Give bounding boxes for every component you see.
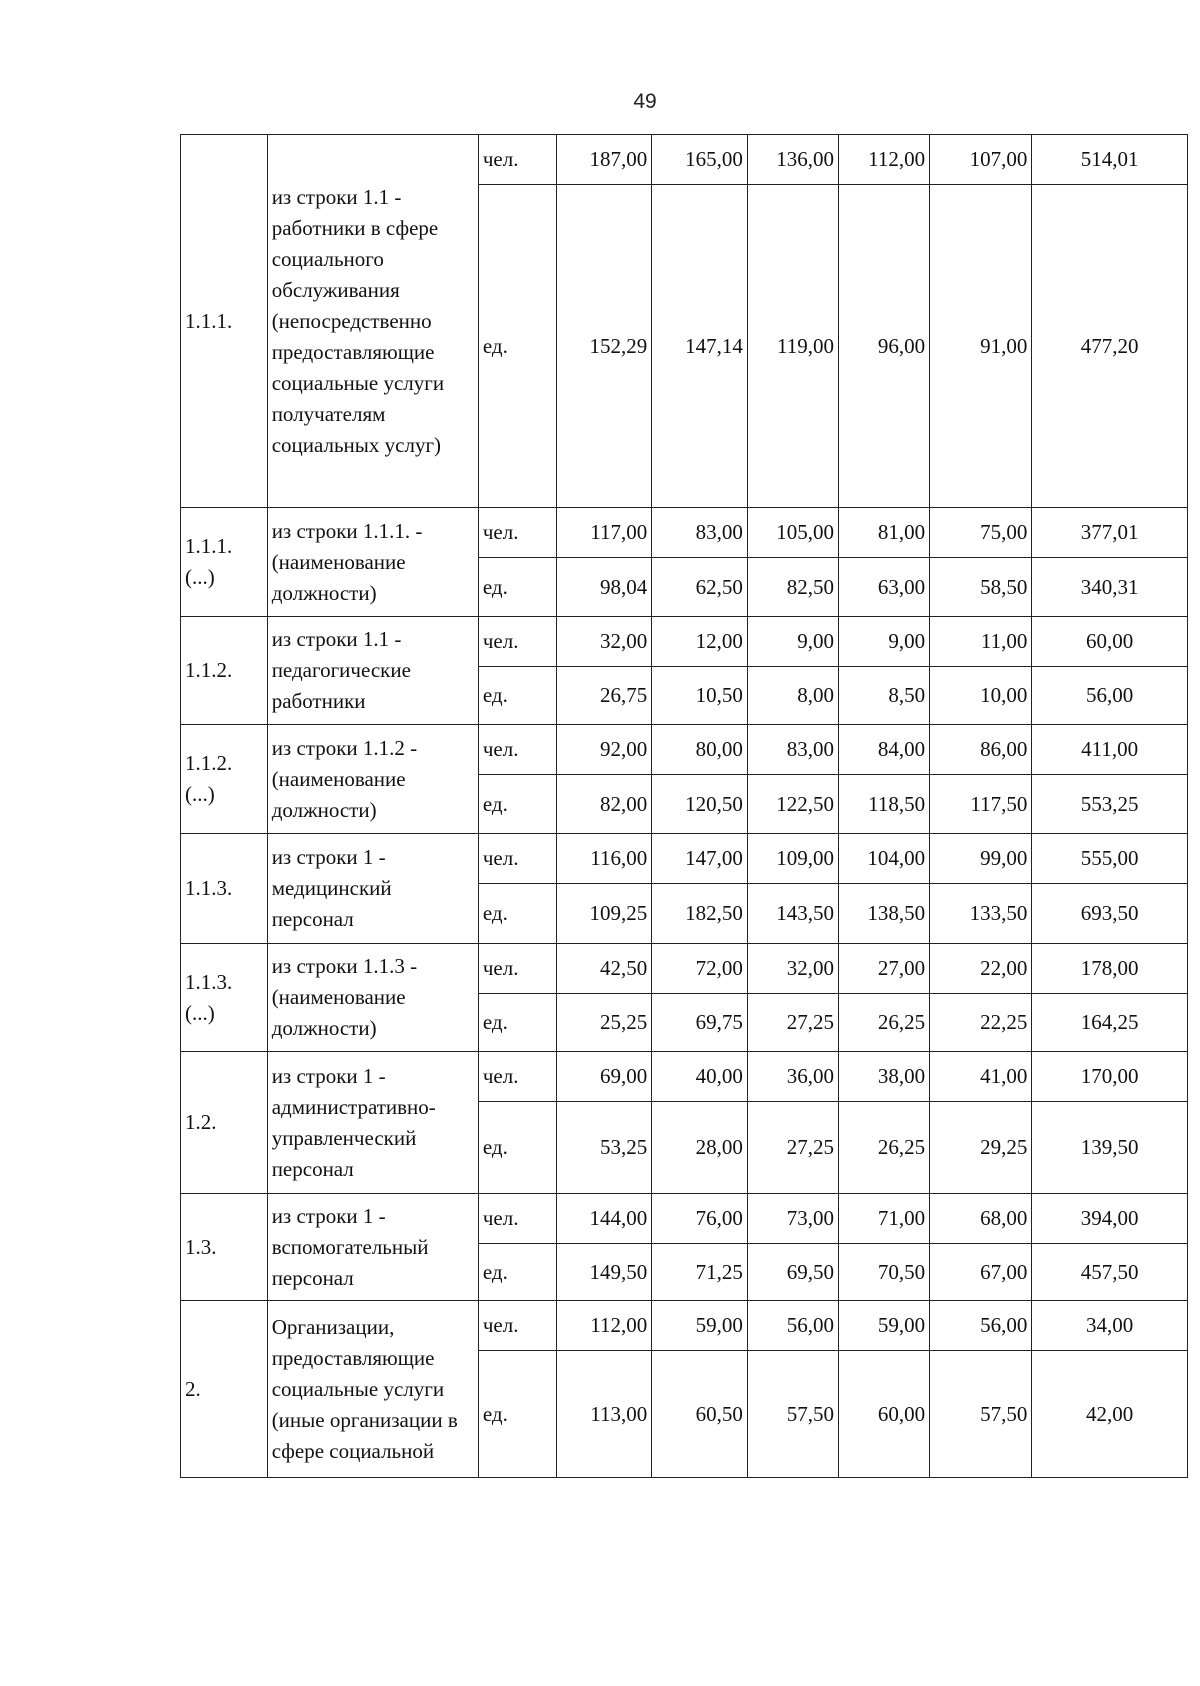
value-cell-total: 477,20 xyxy=(1032,185,1188,508)
value-cell: 69,75 xyxy=(652,994,748,1052)
row-label: из строки 1.1 - работники в сфере социального обслуживания (непосредственно предоставляющие социальные услуги получателям социальных услуг) xyxy=(267,135,478,508)
row-number: 1.1.1. (...) xyxy=(181,508,268,617)
value-cell: 69,50 xyxy=(747,1244,838,1301)
value-cell: 58,50 xyxy=(930,558,1032,617)
value-cell: 109,25 xyxy=(556,884,652,944)
value-cell-total: 34,00 xyxy=(1032,1301,1188,1351)
value-cell: 117,50 xyxy=(930,775,1032,834)
value-cell-total: 553,25 xyxy=(1032,775,1188,834)
value-cell: 40,00 xyxy=(652,1052,748,1102)
unit-persons: чел. xyxy=(478,834,556,884)
value-cell: 27,25 xyxy=(747,994,838,1052)
value-cell: 82,00 xyxy=(556,775,652,834)
value-cell: 82,50 xyxy=(747,558,838,617)
unit-persons: чел. xyxy=(478,617,556,667)
row-label: из строки 1.1.2 - (наименование должности) xyxy=(267,725,478,834)
value-cell-total: 514,01 xyxy=(1032,135,1188,185)
value-cell: 62,50 xyxy=(652,558,748,617)
unit-units: ед. xyxy=(478,1102,556,1194)
value-cell: 147,14 xyxy=(652,185,748,508)
value-cell: 22,00 xyxy=(930,944,1032,994)
row-label: из строки 1.1.1. - (наименование должности) xyxy=(267,508,478,617)
unit-units: ед. xyxy=(478,185,556,508)
value-cell: 10,00 xyxy=(930,667,1032,725)
value-cell: 96,00 xyxy=(838,185,929,508)
unit-units: ед. xyxy=(478,775,556,834)
table-row xyxy=(181,508,1188,558)
value-cell: 69,00 xyxy=(556,1052,652,1102)
table-row xyxy=(181,1194,1188,1244)
table-row xyxy=(181,617,1188,667)
row-number: 1.3. xyxy=(181,1194,268,1301)
value-cell: 26,25 xyxy=(838,1102,929,1194)
row-label: из строки 1 - медицинский персонал xyxy=(267,834,478,944)
value-cell: 32,00 xyxy=(747,944,838,994)
value-cell-total: 164,25 xyxy=(1032,994,1188,1052)
value-cell: 136,00 xyxy=(747,135,838,185)
value-cell: 80,00 xyxy=(652,725,748,775)
value-cell: 92,00 xyxy=(556,725,652,775)
value-cell: 182,50 xyxy=(652,884,748,944)
value-cell: 32,00 xyxy=(556,617,652,667)
value-cell-total: 42,00 xyxy=(1032,1351,1188,1478)
table-body xyxy=(181,135,1188,1478)
value-cell: 57,50 xyxy=(930,1351,1032,1478)
row-number: 1.1.3. (...) xyxy=(181,944,268,1052)
table-row xyxy=(181,1052,1188,1102)
value-cell: 83,00 xyxy=(747,725,838,775)
value-cell: 10,50 xyxy=(652,667,748,725)
value-cell: 109,00 xyxy=(747,834,838,884)
table-row xyxy=(181,834,1188,884)
value-cell: 56,00 xyxy=(747,1301,838,1351)
value-cell: 81,00 xyxy=(838,508,929,558)
table-row xyxy=(181,135,1188,185)
value-cell: 98,04 xyxy=(556,558,652,617)
value-cell-total: 411,00 xyxy=(1032,725,1188,775)
value-cell: 8,00 xyxy=(747,667,838,725)
unit-persons: чел. xyxy=(478,944,556,994)
value-cell: 70,50 xyxy=(838,1244,929,1301)
value-cell: 72,00 xyxy=(652,944,748,994)
value-cell: 86,00 xyxy=(930,725,1032,775)
value-cell: 11,00 xyxy=(930,617,1032,667)
value-cell-total: 394,00 xyxy=(1032,1194,1188,1244)
unit-persons: чел. xyxy=(478,1052,556,1102)
row-label: из строки 1.1.3 - (наименование должности) xyxy=(267,944,478,1052)
value-cell: 27,00 xyxy=(838,944,929,994)
value-cell: 27,25 xyxy=(747,1102,838,1194)
value-cell: 22,25 xyxy=(930,994,1032,1052)
value-cell-total: 170,00 xyxy=(1032,1052,1188,1102)
value-cell: 83,00 xyxy=(652,508,748,558)
value-cell-total: 377,01 xyxy=(1032,508,1188,558)
row-number: 1.1.2. xyxy=(181,617,268,725)
value-cell: 67,00 xyxy=(930,1244,1032,1301)
value-cell: 119,00 xyxy=(747,185,838,508)
value-cell: 28,00 xyxy=(652,1102,748,1194)
value-cell: 25,25 xyxy=(556,994,652,1052)
value-cell: 165,00 xyxy=(652,135,748,185)
unit-units: ед. xyxy=(478,994,556,1052)
row-label: Организации, предоставляющие социальные услуги (иные организации в сфере социальной xyxy=(267,1301,478,1478)
table-row xyxy=(181,725,1188,775)
value-cell: 187,00 xyxy=(556,135,652,185)
page-number: 49 xyxy=(633,90,657,113)
row-label: из строки 1 - вспомогательный персонал xyxy=(267,1194,478,1301)
unit-persons: чел. xyxy=(478,1301,556,1351)
value-cell-total: 139,50 xyxy=(1032,1102,1188,1194)
value-cell: 112,00 xyxy=(556,1301,652,1351)
value-cell: 133,50 xyxy=(930,884,1032,944)
unit-persons: чел. xyxy=(478,135,556,185)
value-cell-total: 693,50 xyxy=(1032,884,1188,944)
unit-units: ед. xyxy=(478,667,556,725)
value-cell: 60,50 xyxy=(652,1351,748,1478)
row-number: 2. xyxy=(181,1301,268,1478)
value-cell: 59,00 xyxy=(652,1301,748,1351)
value-cell: 113,00 xyxy=(556,1351,652,1478)
value-cell: 91,00 xyxy=(930,185,1032,508)
value-cell: 8,50 xyxy=(838,667,929,725)
value-cell: 38,00 xyxy=(838,1052,929,1102)
table-row xyxy=(181,1301,1188,1351)
value-cell-total: 178,00 xyxy=(1032,944,1188,994)
row-label: из строки 1 - административно-управленческий персонал xyxy=(267,1052,478,1194)
value-cell: 117,00 xyxy=(556,508,652,558)
row-number: 1.2. xyxy=(181,1052,268,1194)
value-cell: 84,00 xyxy=(838,725,929,775)
value-cell: 29,25 xyxy=(930,1102,1032,1194)
value-cell: 144,00 xyxy=(556,1194,652,1244)
value-cell: 120,50 xyxy=(652,775,748,834)
unit-units: ед. xyxy=(478,558,556,617)
value-cell: 138,50 xyxy=(838,884,929,944)
value-cell: 63,00 xyxy=(838,558,929,617)
unit-persons: чел. xyxy=(478,725,556,775)
row-number: 1.1.1. xyxy=(181,135,268,508)
value-cell: 149,50 xyxy=(556,1244,652,1301)
value-cell: 12,00 xyxy=(652,617,748,667)
value-cell-total: 457,50 xyxy=(1032,1244,1188,1301)
value-cell: 71,00 xyxy=(838,1194,929,1244)
value-cell: 99,00 xyxy=(930,834,1032,884)
value-cell: 118,50 xyxy=(838,775,929,834)
row-number: 1.1.3. xyxy=(181,834,268,944)
value-cell: 107,00 xyxy=(930,135,1032,185)
value-cell: 41,00 xyxy=(930,1052,1032,1102)
value-cell: 122,50 xyxy=(747,775,838,834)
value-cell: 68,00 xyxy=(930,1194,1032,1244)
value-cell: 73,00 xyxy=(747,1194,838,1244)
unit-units: ед. xyxy=(478,1351,556,1478)
value-cell: 59,00 xyxy=(838,1301,929,1351)
row-label: из строки 1.1 - педагогические работники xyxy=(267,617,478,725)
unit-persons: чел. xyxy=(478,1194,556,1244)
value-cell: 60,00 xyxy=(838,1351,929,1478)
value-cell: 9,00 xyxy=(838,617,929,667)
staffing-table xyxy=(180,134,1188,1478)
value-cell: 75,00 xyxy=(930,508,1032,558)
value-cell-total: 60,00 xyxy=(1032,617,1188,667)
table-row xyxy=(181,944,1188,994)
value-cell: 143,50 xyxy=(747,884,838,944)
value-cell: 26,25 xyxy=(838,994,929,1052)
value-cell: 9,00 xyxy=(747,617,838,667)
value-cell: 152,29 xyxy=(556,185,652,508)
value-cell-total: 555,00 xyxy=(1032,834,1188,884)
value-cell: 104,00 xyxy=(838,834,929,884)
row-number: 1.1.2. (...) xyxy=(181,725,268,834)
value-cell: 42,50 xyxy=(556,944,652,994)
value-cell: 71,25 xyxy=(652,1244,748,1301)
value-cell: 57,50 xyxy=(747,1351,838,1478)
unit-persons: чел. xyxy=(478,508,556,558)
unit-units: ед. xyxy=(478,1244,556,1301)
value-cell: 76,00 xyxy=(652,1194,748,1244)
value-cell: 105,00 xyxy=(747,508,838,558)
value-cell: 112,00 xyxy=(838,135,929,185)
value-cell-total: 340,31 xyxy=(1032,558,1188,617)
value-cell: 36,00 xyxy=(747,1052,838,1102)
unit-units: ед. xyxy=(478,884,556,944)
value-cell: 53,25 xyxy=(556,1102,652,1194)
value-cell: 56,00 xyxy=(930,1301,1032,1351)
value-cell: 147,00 xyxy=(652,834,748,884)
value-cell-total: 56,00 xyxy=(1032,667,1188,725)
value-cell: 26,75 xyxy=(556,667,652,725)
value-cell: 116,00 xyxy=(556,834,652,884)
